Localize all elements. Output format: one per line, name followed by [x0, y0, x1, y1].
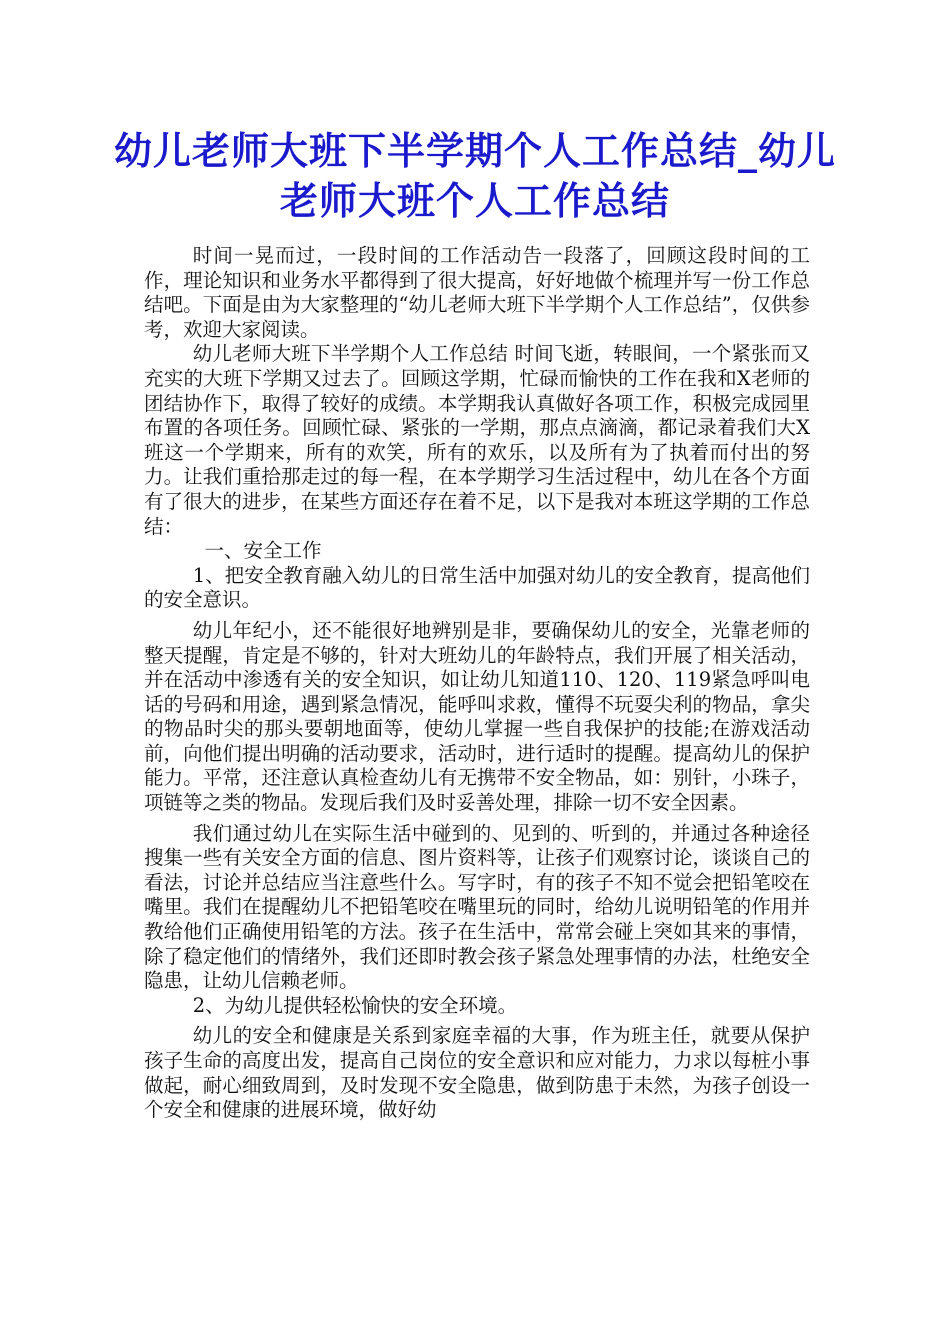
- paragraph-summary: 幼儿老师大班下半学期个人工作总结 时间飞逝，转眼间，一个紧张而又充实的大班下学期又过去了。回顾这学期，忙碌而愉快的工作在我和X老师的团结协作下，取得了较好的成绩。本学期我认真做好各项工作，积极完成园里布置的各项任务。回顾忙碌、紧张的一学期，那点点滴滴，都记录着我们大X班这一个学期来，所有的欢笑，所有的欢乐，以及所有为了执着而付出的努力。让我们重拾那走过的每一程，在本学期学习生活过程中，幼儿在各个方面有了很大的进步，在某些方面还存在着不足，以下是我对本班这学期的工作总结：: [144, 342, 810, 538]
- subsection-heading-1: 1、把安全教育融入幼儿的日常生活中加强对幼儿的安全教育，提高他们的安全意识。: [144, 563, 810, 612]
- section-heading-safety: 一、安全工作: [204, 539, 322, 563]
- document-title: 幼儿老师大班下半学期个人工作总结_幼儿老师大班个人工作总结: [113, 128, 836, 223]
- paragraph-safety-discussion: 我们通过幼儿在实际生活中碰到的、见到的、听到的，并通过各种途径搜集一些有关安全方面的信息、图片资料等，让孩子们观察讨论，谈谈自己的看法，讨论并总结应当注意些什么。写字时，有的孩子不知不觉会把铅笔咬在嘴里。我们在提醒幼儿不把铅笔咬在嘴里玩的同时，给幼儿说明铅笔的作用并教给他们正确使用铅笔的方法。孩子在生活中，常常会碰上突如其来的事情，除了稳定他们的情绪外，我们还即时教会孩子紧急处理事情的办法，杜绝安全隐患，让幼儿信赖老师。: [144, 821, 810, 993]
- subsection-heading-2: 2、为幼儿提供轻松愉快的安全环境。: [192, 993, 518, 1017]
- paragraph-safe-environment: 幼儿的安全和健康是关系到家庭幸福的大事，作为班主任，就要从保护孩子生命的高度出发，提高自己岗位的安全意识和应对能力，力求以每桩小事做起，耐心细致周到，及时发现不安全隐患，做到防患于未然，为孩子创设一个安全和健康的进展环境，做好幼: [144, 1024, 810, 1122]
- paragraph-safety-knowledge: 幼儿年纪小，还不能很好地辨别是非，要确保幼儿的安全，光靠老师的整天提醒，肯定是不够的，针对大班幼儿的年龄特点，我们开展了相关活动，并在活动中渗透有关的安全知识，如让幼儿知道110、120、119紧急呼叫电话的号码和用途，遇到紧急情况，能呼叫求救，懂得不玩耍尖利的物品，拿尖的物品时尖的那头要朝地面等，使幼儿掌握一些自我保护的技能;在游戏活动前，向他们提出明确的活动要求，活动时，进行适时的提醒。提高幼儿的保护能力。平常，还注意认真检查幼儿有无携带不安全物品，如：别针，小珠子，项链等之类的物品。发现后我们及时妥善处理，排除一切不安全因素。: [144, 618, 810, 815]
- document-body: [144, 244, 810, 1123]
- paragraph-intro: 时间一晃而过，一段时间的工作活动告一段落了，回顾这段时间的工作，理论知识和业务水平都得到了很大提高，好好地做个梳理并写一份工作总结吧。下面是由为大家整理的“幼儿老师大班下半学期个人工作总结”，仅供参考，欢迎大家阅读。: [144, 244, 810, 341]
